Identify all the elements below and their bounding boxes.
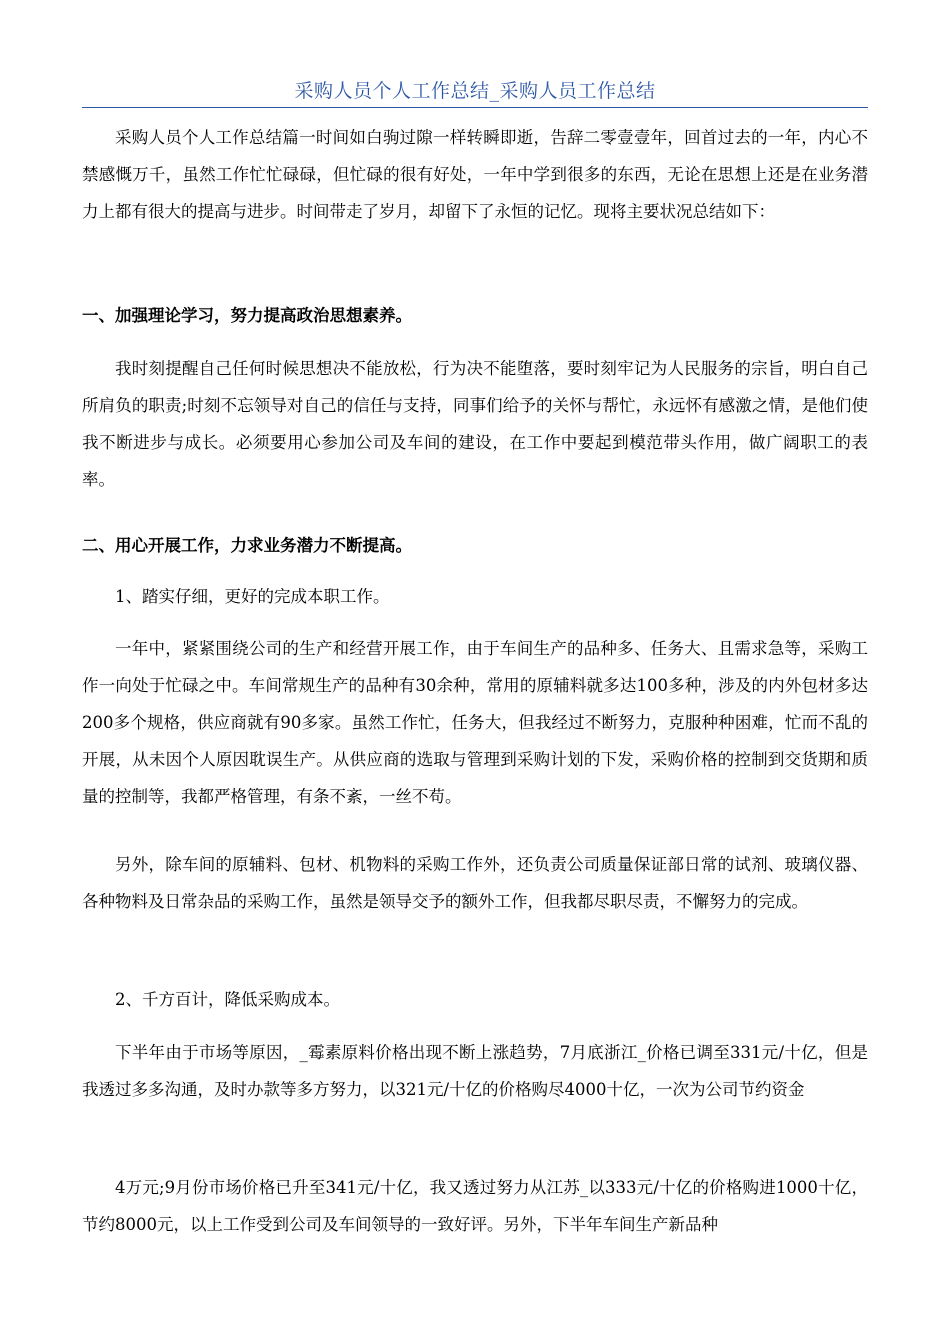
subheading-1: 1、踏实仔细，更好的完成本职工作。 xyxy=(115,587,390,606)
section-heading-1: 一、加强理论学习，努力提高政治思想素养。 xyxy=(82,306,412,325)
section2-paragraph-1: 一年中，紧紧围绕公司的生产和经营开展工作，由于车间生产的品种多、任务大、且需求急等，采购工作一向处于忙碌之中。车间常规生产的品种有30余种，常用的原辅料就多达100多种，涉及的内外包材多达200多个规格，供应商就有90多家。虽然工作忙，任务大，但我经过不断努力，克服种种困难，忙而不乱的开展，从未因个人原因耽误生产。从供应商的选取与管理到采购计划的下发，采购价格的控制到交货期和质量的控制等，我都严格管理，有条不紊，一丝不苟。 xyxy=(82,639,868,806)
intro-paragraph: 采购人员个人工作总结篇一时间如白驹过隙一样转瞬即逝，告辞二零壹壹年，回首过去的一年，内心不禁感慨万千，虽然工作忙忙碌碌，但忙碌的很有好处，一年中学到很多的东西，无论在思想上还是在业务潜力上都有很大的提高与进步。时间带走了岁月，却留下了永恒的记忆。现将主要状况总结如下： xyxy=(82,128,868,221)
section2-paragraph-2: 另外，除车间的原辅料、包材、机物料的采购工作外，还负责公司质量保证部日常的试剂、玻璃仪器、各种物料及日常杂品的采购工作，虽然是领导交予的额外工作，但我都尽职尽责，不懈努力的完成。 xyxy=(82,855,868,911)
section2-paragraph-4: 4万元;9月份市场价格已升至341元/十亿，我又透过努力从江苏_以333元/十亿的价格购进1000十亿，节约8000元，以上工作受到公司及车间领导的一致好评。另外，下半年车间生产新品种 xyxy=(82,1178,868,1234)
subheading-2: 2、千方百计，降低采购成本。 xyxy=(115,990,340,1009)
section1-paragraph: 我时刻提醒自己任何时候思想决不能放松，行为决不能堕落，要时刻牢记为人民服务的宗旨，明白自己所肩负的职责;时刻不忘领导对自己的信任与支持，同事们给予的关怀与帮忙，永远怀有感激之情，是他们使我不断进步与成长。必须要用心参加公司及车间的建设，在工作中要起到模范带头作用，做广阔职工的表率。 xyxy=(82,359,868,489)
section2-paragraph-3: 下半年由于市场等原因，_霉素原料价格出现不断上涨趋势，7月底浙江_价格已调至331元/十亿，但是我透过多多沟通，及时办款等多方努力，以321元/十亿的价格购尽4000十亿，一次为公司节约资金 xyxy=(82,1043,868,1099)
section-heading-2: 二、用心开展工作，力求业务潜力不断提高。 xyxy=(82,536,412,555)
document-title: 采购人员个人工作总结_采购人员工作总结 xyxy=(294,80,656,102)
title-underline xyxy=(82,107,868,108)
